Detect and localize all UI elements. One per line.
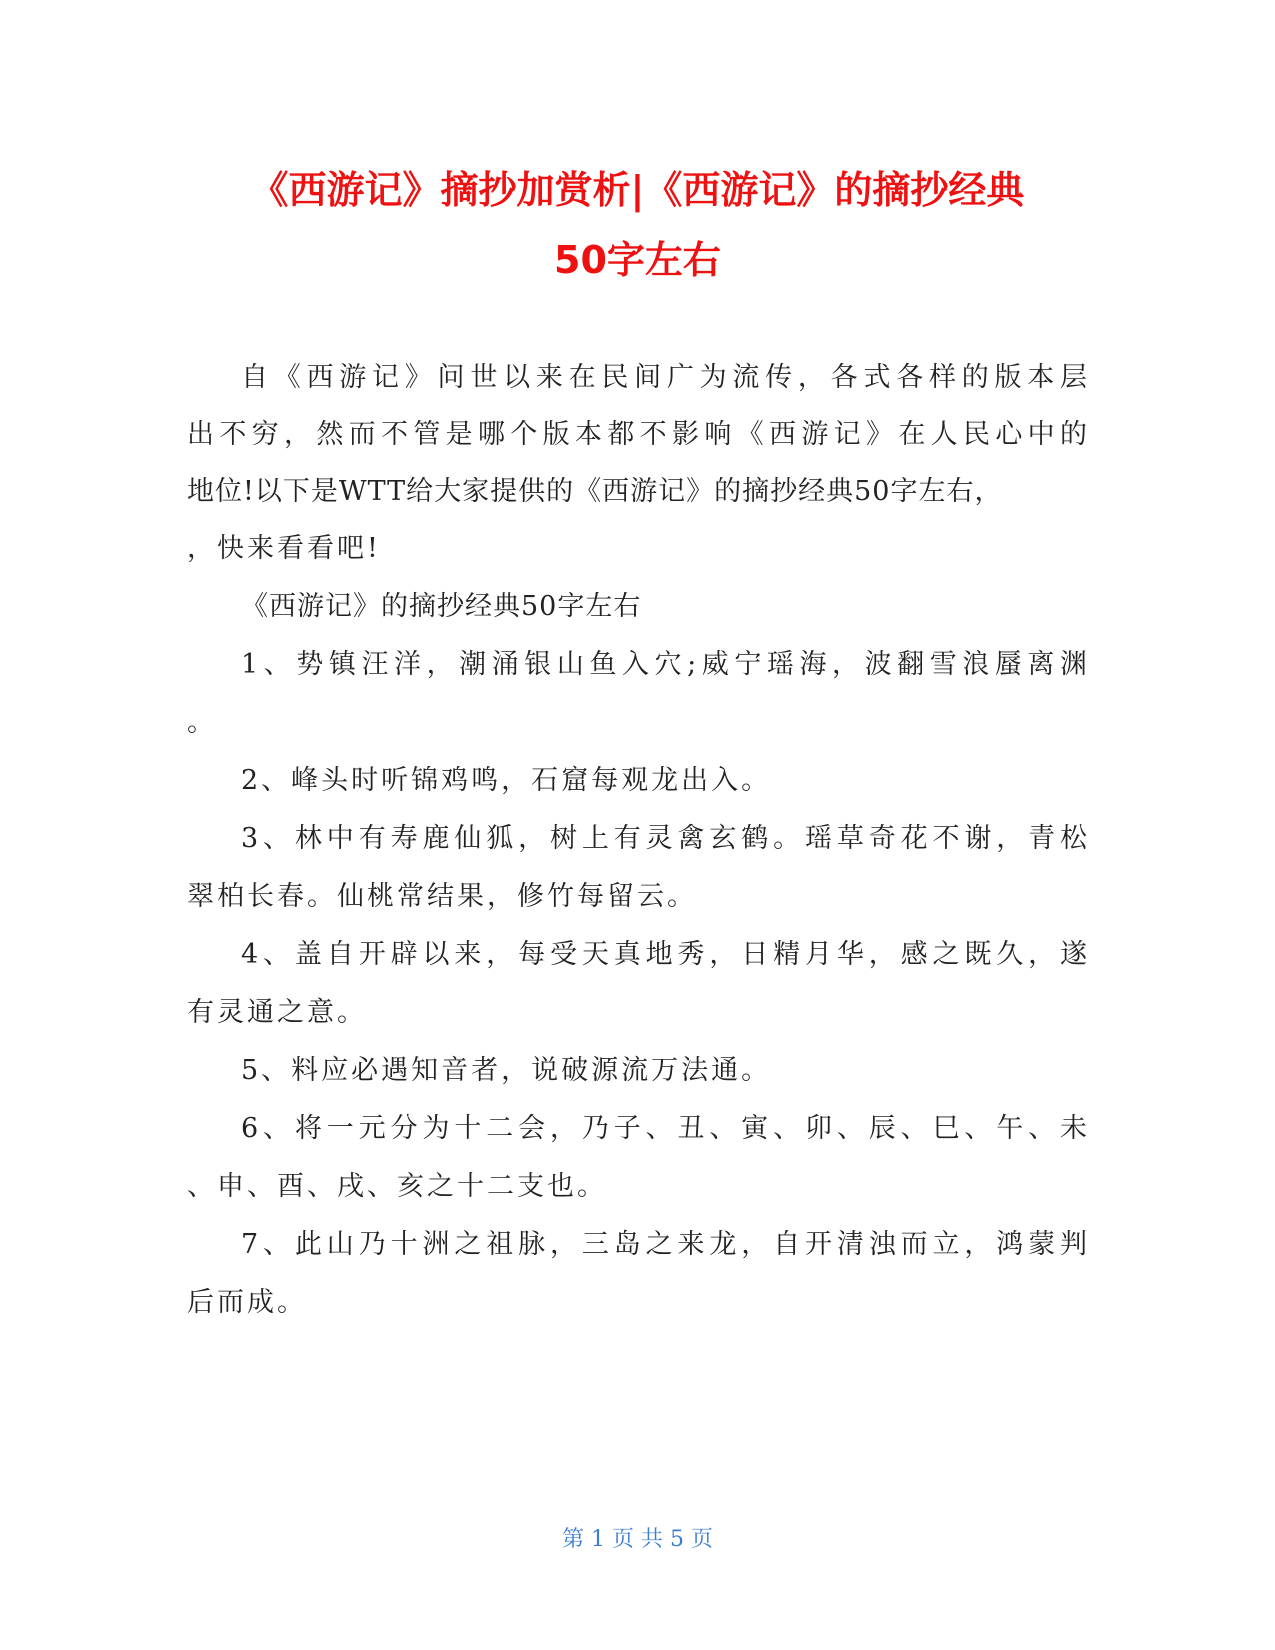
document-title-line-2: 50字左右 — [554, 238, 721, 282]
item-3-line-2: 翠柏长春。仙桃常结果，修竹每留云。 — [187, 881, 697, 912]
intro-line-3: 地位!以下是WTT给大家提供的《西游记》的摘抄经典50字左右， — [187, 476, 1003, 507]
item-3-line-1: 3、林中有寿鹿仙狐，树上有灵禽玄鹤。瑶草奇花不谢，青松 — [241, 823, 1087, 854]
item-6-line-1: 6、将一元分为十二会，乃子、丑、寅、卯、辰、巳、午、未 — [241, 1113, 1087, 1144]
intro-line-4: ，快来看看吧! — [187, 533, 381, 564]
item-6-line-2: 、申、酉、戌、亥之十二支也。 — [187, 1171, 607, 1202]
item-1-line-2: 。 — [187, 707, 217, 738]
item-4-line-1: 4、盖自开辟以来，每受天真地秀，日精月华，感之既久，遂 — [241, 939, 1087, 970]
intro-line-1: 自《西游记》问世以来在民间广为流传，各式各样的版本层 — [241, 362, 1087, 393]
section-subheading: 《西游记》的摘抄经典50字左右 — [241, 591, 642, 622]
item-7-line-1: 7、此山乃十洲之祖脉，三岛之来龙，自开清浊而立，鸿蒙判 — [241, 1229, 1087, 1260]
item-5-line-1: 5、料应必遇知音者，说破源流万法通。 — [241, 1055, 772, 1086]
item-4-line-2: 有灵通之意。 — [187, 997, 367, 1028]
document-title-line-1: 《西游记》摘抄加赏析|《西游记》的摘抄经典 — [250, 168, 1025, 212]
item-7-line-2: 后而成。 — [187, 1287, 307, 1318]
intro-line-2: 出不穷，然而不管是哪个版本都不影响《西游记》在人民心中的 — [187, 419, 1087, 450]
item-2-line-1: 2、峰头时听锦鸡鸣，石窟每观龙出入。 — [241, 765, 772, 796]
item-1-line-1: 1、势镇汪洋，潮涌银山鱼入穴;威宁瑶海，波翻雪浪蜃离渊 — [241, 649, 1087, 680]
page-number-indicator: 第 1 页 共 5 页 — [562, 1527, 713, 1552]
